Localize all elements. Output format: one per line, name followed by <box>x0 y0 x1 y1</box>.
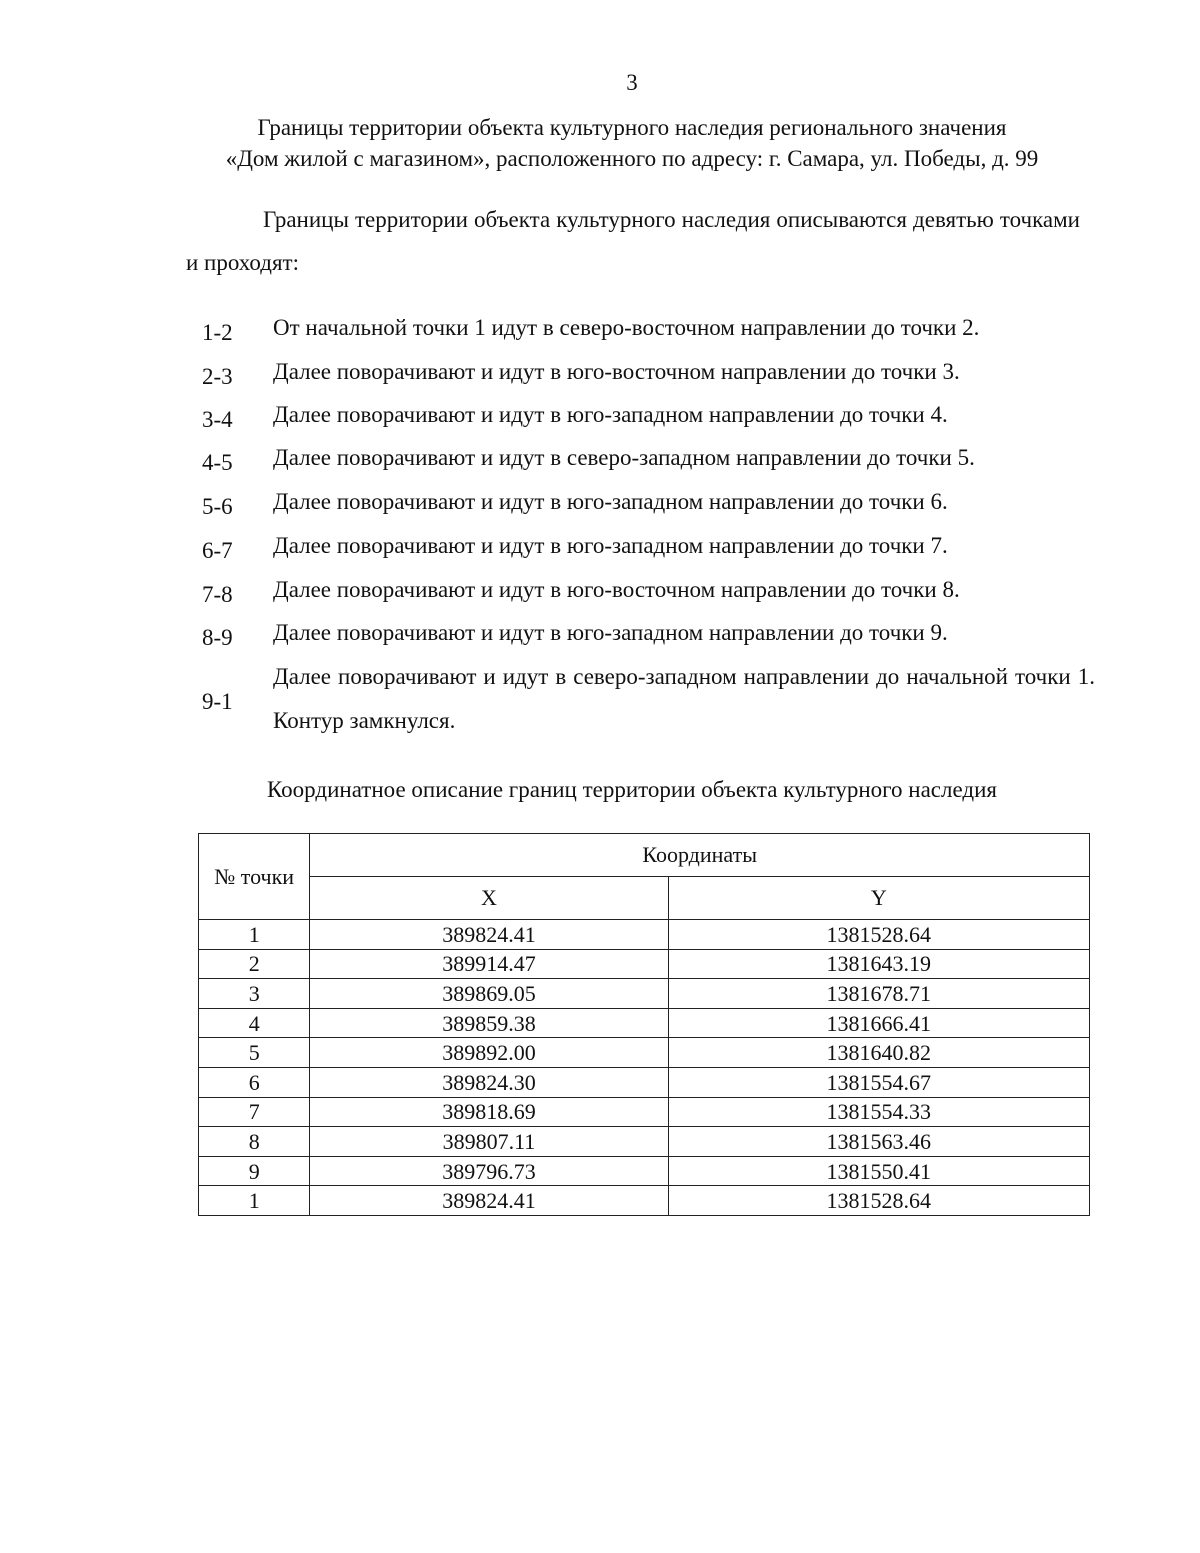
page-number: 3 <box>626 70 638 95</box>
table-row <box>199 1008 1090 1038</box>
title-line-1: Границы территории объекта культурного наследия регионального значения <box>257 115 1007 140</box>
cell-y: 1381640.82 <box>668 1038 1089 1068</box>
cell-y: 1381563.46 <box>668 1127 1089 1157</box>
segment-number: 2-3 <box>202 364 233 389</box>
cell-y: 1381528.64 <box>668 920 1089 950</box>
cell-point: 7 <box>199 1097 310 1127</box>
cell-point: 9 <box>199 1156 310 1186</box>
cell-x: 389807.11 <box>310 1127 668 1157</box>
segment-text: Далее поворачивают и идут в юго-восточном направлении до точки 3. <box>273 359 960 384</box>
cell-x: 389824.30 <box>310 1067 668 1097</box>
cell-y: 1381678.71 <box>668 979 1089 1009</box>
cell-y: 1381528.64 <box>668 1186 1089 1216</box>
table-row <box>199 1156 1090 1186</box>
segment-text: Далее поворачивают и идут в юго-западном направлении до точки 6. <box>273 489 948 514</box>
cell-y: 1381554.67 <box>668 1067 1089 1097</box>
segment-text: От начальной точки 1 идут в северо-восточном направлении до точки 2. <box>273 315 980 340</box>
cell-point: 6 <box>199 1067 310 1097</box>
cell-y: 1381550.41 <box>668 1156 1089 1186</box>
table-row <box>199 1038 1090 1068</box>
cell-point: 4 <box>199 1008 310 1038</box>
segment-number: 3-4 <box>202 407 233 432</box>
coordinates-table <box>198 833 1090 1216</box>
segment-text: Далее поворачивают и идут в юго-западном направлении до точки 9. <box>273 620 948 645</box>
cell-point: 1 <box>199 1186 310 1216</box>
header-x: X <box>310 877 668 920</box>
cell-point: 5 <box>199 1038 310 1068</box>
cell-y: 1381666.41 <box>668 1008 1089 1038</box>
header-y: Y <box>668 877 1089 920</box>
table-row <box>199 979 1090 1009</box>
title-line-2: «Дом жилой с магазином», расположенного по адресу: г. Самара, ул. Победы, д. 99 <box>225 146 1039 171</box>
cell-x: 389869.05 <box>310 979 668 1009</box>
segment-text: Далее поворачивают и идут в северо-западном направлении до точки 5. <box>273 445 975 470</box>
coordinates-caption: Координатное описание границ территории объекта культурного наследия <box>266 777 997 802</box>
cell-x: 389818.69 <box>310 1097 668 1127</box>
table-row <box>199 949 1090 979</box>
table-row <box>199 1127 1090 1157</box>
header-coordinates: Координаты <box>310 834 1090 877</box>
cell-x: 389892.00 <box>310 1038 668 1068</box>
segment-text: Далее поворачивают и идут в юго-западном направлении до точки 4. <box>273 402 948 427</box>
cell-y: 1381643.19 <box>668 949 1089 979</box>
cell-y: 1381554.33 <box>668 1097 1089 1127</box>
cell-x: 389824.41 <box>310 1186 668 1216</box>
table-row <box>199 1186 1090 1216</box>
segment-number: 5-6 <box>202 494 233 519</box>
cell-x: 389796.73 <box>310 1156 668 1186</box>
segment-number: 8-9 <box>202 625 233 650</box>
cell-point: 3 <box>199 979 310 1009</box>
cell-point: 8 <box>199 1127 310 1157</box>
segment-text: Далее поворачивают и идут в северо-западном направлении до начальной точки 1. Контур замкнулся. <box>273 664 1095 733</box>
table-row <box>199 920 1090 950</box>
cell-x: 389859.38 <box>310 1008 668 1038</box>
intro-paragraph: Границы территории объекта культурного наследия описываются девятью точками и проходят: <box>186 207 1080 275</box>
document-title <box>0 112 1200 174</box>
segment-text: Далее поворачивают и идут в юго-восточном направлении до точки 8. <box>273 577 960 602</box>
segment-number: 6-7 <box>202 538 233 563</box>
cell-point: 1 <box>199 920 310 950</box>
header-point-number: № точки <box>199 834 310 920</box>
segment-number: 9-1 <box>202 689 233 714</box>
table-row <box>199 1067 1090 1097</box>
segment-number: 7-8 <box>202 582 233 607</box>
cell-point: 2 <box>199 949 310 979</box>
segment-text: Далее поворачивают и идут в юго-западном направлении до точки 7. <box>273 533 948 558</box>
table-row <box>199 1097 1090 1127</box>
segment-number: 1-2 <box>202 320 233 345</box>
segment-number: 4-5 <box>202 450 233 475</box>
cell-x: 389914.47 <box>310 949 668 979</box>
cell-x: 389824.41 <box>310 920 668 950</box>
